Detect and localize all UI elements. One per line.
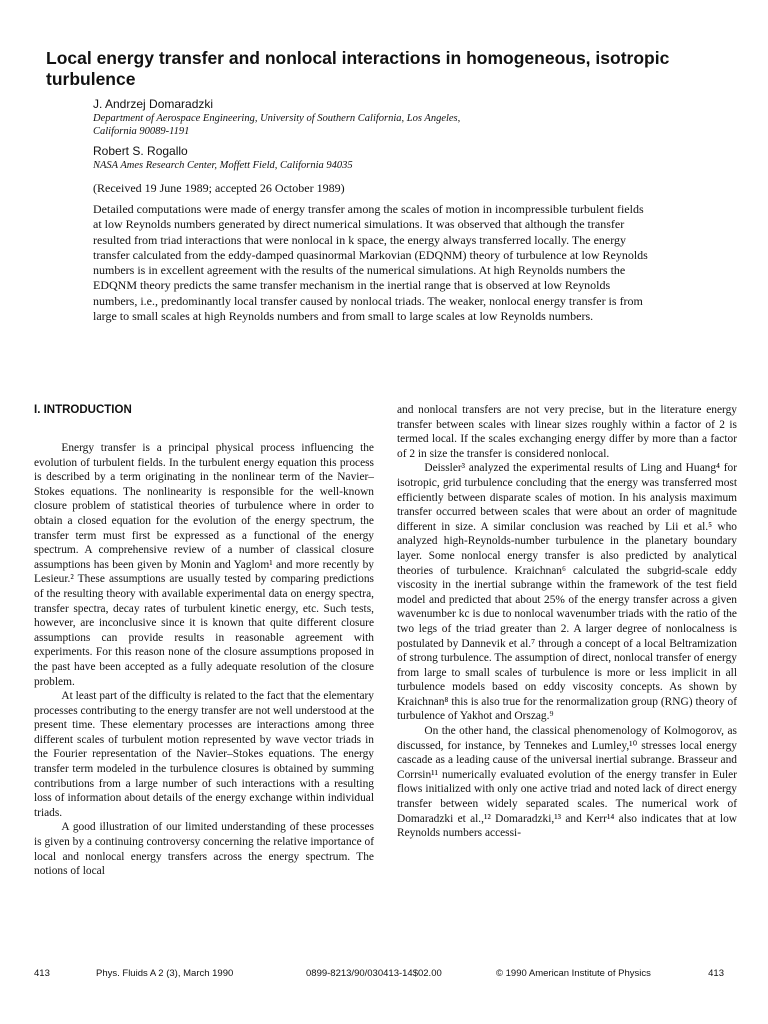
author-name: J. Andrzej Domaradzki: [93, 97, 214, 111]
paragraph: Deissler³ analyzed the experimental results of Ling and Huang⁴ for isotropic, grid turbulence concluding that the energy was transferred most efficiently between disparate scales of motion. In his analysis maximum transfer occurred between scales that were about an order of magnitude different in size. A similar conclusion was reached by Lii et al.⁵ who analyzed high-Reynolds-number turbulence in the planetary boundary layer. Some nonlocal energy transfer is also predicted by analytical theories of turbulence. Kraichnan⁶ calculated the subgrid-scale eddy viscosity in the inertial subrange within the framework of the test field model and predicted that about 25% of the energy transfer across a given wavenumber kc is due to nonlocal wavenumber triads with the ratio of the two legs of the triad greater than 2. A larger degree of nonlocalness is postulated by Dannevik et al.⁷ through a concept of a local Beltramization of strong turbulence. The assumption of direct, nonlocal transfer of energy from large to small scales of turbulence is more or less implicit in all turbulence models based on eddy viscosity concepts. As shown by Kraichnan⁸ this is also true for the renormalization group (RNG) theory of turbulence of Yakhot and Orszag.⁹: [397, 462, 737, 723]
journal-citation: Phys. Fluids A 2 (3), March 1990: [96, 968, 234, 979]
paragraph: Energy transfer is a principal physical process influencing the evolution of turbulent fields. In the turbulent energy equation this process is described by a term originating in the nonlinear term of the Navier–Stokes equations. The nonlinearity is responsible for the well-known closure problem of statistical theories of turbulence where in order to obtain a closed equation for the evolution of the energy spectrum, the transfer term must first be expressed as a functional of the energy spectrum. A comprehensive review of a number of classical closure assumptions has been given by Monin and Yaglom¹ and more recently by Lesieur.² These assumptions are usually tested by comparing predictions of the resulting theory with available experimental data on energy spectra, transfer spectra, decay rates of turbulent kinetic energy, etc. Such tests, however, are inconclusive since it is known that quite different closure assumptions can provide results in reasonable agreement with experiments. For this reason none of the closure assumptions proposed in the past have been accepted as a fully adequate resolution of the closure problem.: [34, 442, 374, 688]
paragraph: On the other hand, the classical phenomenology of Kolmogorov, as discussed, for instance, by Tennekes and Lumley,¹⁰ stresses local energy cascade as a leading cause of the universal inertial subrange. Brasseur and Corrsin¹¹ numerically evaluated evolution of the energy transfer in Euler flows initialized with only one active triad and noted lack of direct energy transfer between widely separated scales. The numerical work of Domaradzki et al.,¹² Domaradzki,¹³ and Kerr¹⁴ also indicates that at low Reynolds numbers accessi-: [397, 725, 737, 840]
author-affiliation: NASA Ames Research Center, Moffett Field, California 94035: [93, 160, 353, 171]
paragraph: A good illustration of our limited understanding of these processes is given by a continuing controversy concerning the relative importance of local and nonlocal energy transfers across the energy spectrum. The notions of local: [34, 821, 374, 878]
article-code: 0899-8213/90/030413-14$02.00: [306, 968, 442, 979]
copyright-notice: © 1990 American Institute of Physics: [496, 968, 651, 979]
right-column: [397, 403, 737, 841]
page-number: 413: [34, 968, 50, 979]
page-footer: [34, 967, 724, 981]
author-name: Robert S. Rogallo: [93, 144, 188, 158]
author-affiliation: Department of Aerospace Engineering, University of Southern California, Los Angeles,: [93, 113, 461, 124]
paper-title: Local energy transfer and nonlocal interactions in homogeneous, isotropic turbulence: [46, 48, 670, 89]
page-number: 413: [708, 968, 724, 979]
author-affiliation: California 90089-1191: [93, 126, 190, 137]
paragraph: At least part of the difficulty is related to the fact that the elementary processes contributing to the energy transfer are not well understood at the present time. These elementary processes are interactions among three different scales of turbulent motion represented by wave vector triads in the Fourier representation of the Navier–Stokes equations. The energy transfer term modeled in the turbulence closures is obtained by summing contributions from a large number of such interactions with a resulting loss of information about details of the energy exchange within individual triads.: [34, 690, 374, 819]
front-matter: [93, 96, 653, 196]
section-heading: I. INTRODUCTION: [34, 404, 132, 416]
left-column: [34, 403, 374, 879]
paragraph: and nonlocal transfers are not very precise, but in the literature energy transfer between scales with linear sizes roughly within a factor of 2 is termed local. If the scales exchanging energy differ by more than a factor of 2 in size the transfer is considered nonlocal.: [397, 404, 737, 460]
received-dates: (Received 19 June 1989; accepted 26 October 1989): [93, 181, 345, 195]
abstract: Detailed computations were made of energy transfer among the scales of motion in incompressible turbulent fields at low Reynolds numbers generated by direct numerical simulations. It was observed that although the transfer resulted from triad interactions that were nonlocal in k space, the energy always transferred locally. The energy transfer calculated from the eddy-damped quasinormal Markovian (EDQNM) theory of turbulence at low Reynolds numbers is in excellent agreement with the results of the numerical simulations. At high Reynolds numbers the EDQNM theory predicts the same transfer mechanism in the inertial range that is observed at low Reynolds numbers, i.e., predominantly local transfer caused by nonlocal triads. The weaker, nonlocal energy transfer is from large to small scales at high Reynolds numbers and from small to large scales at low Reynolds numbers.: [93, 202, 648, 324]
